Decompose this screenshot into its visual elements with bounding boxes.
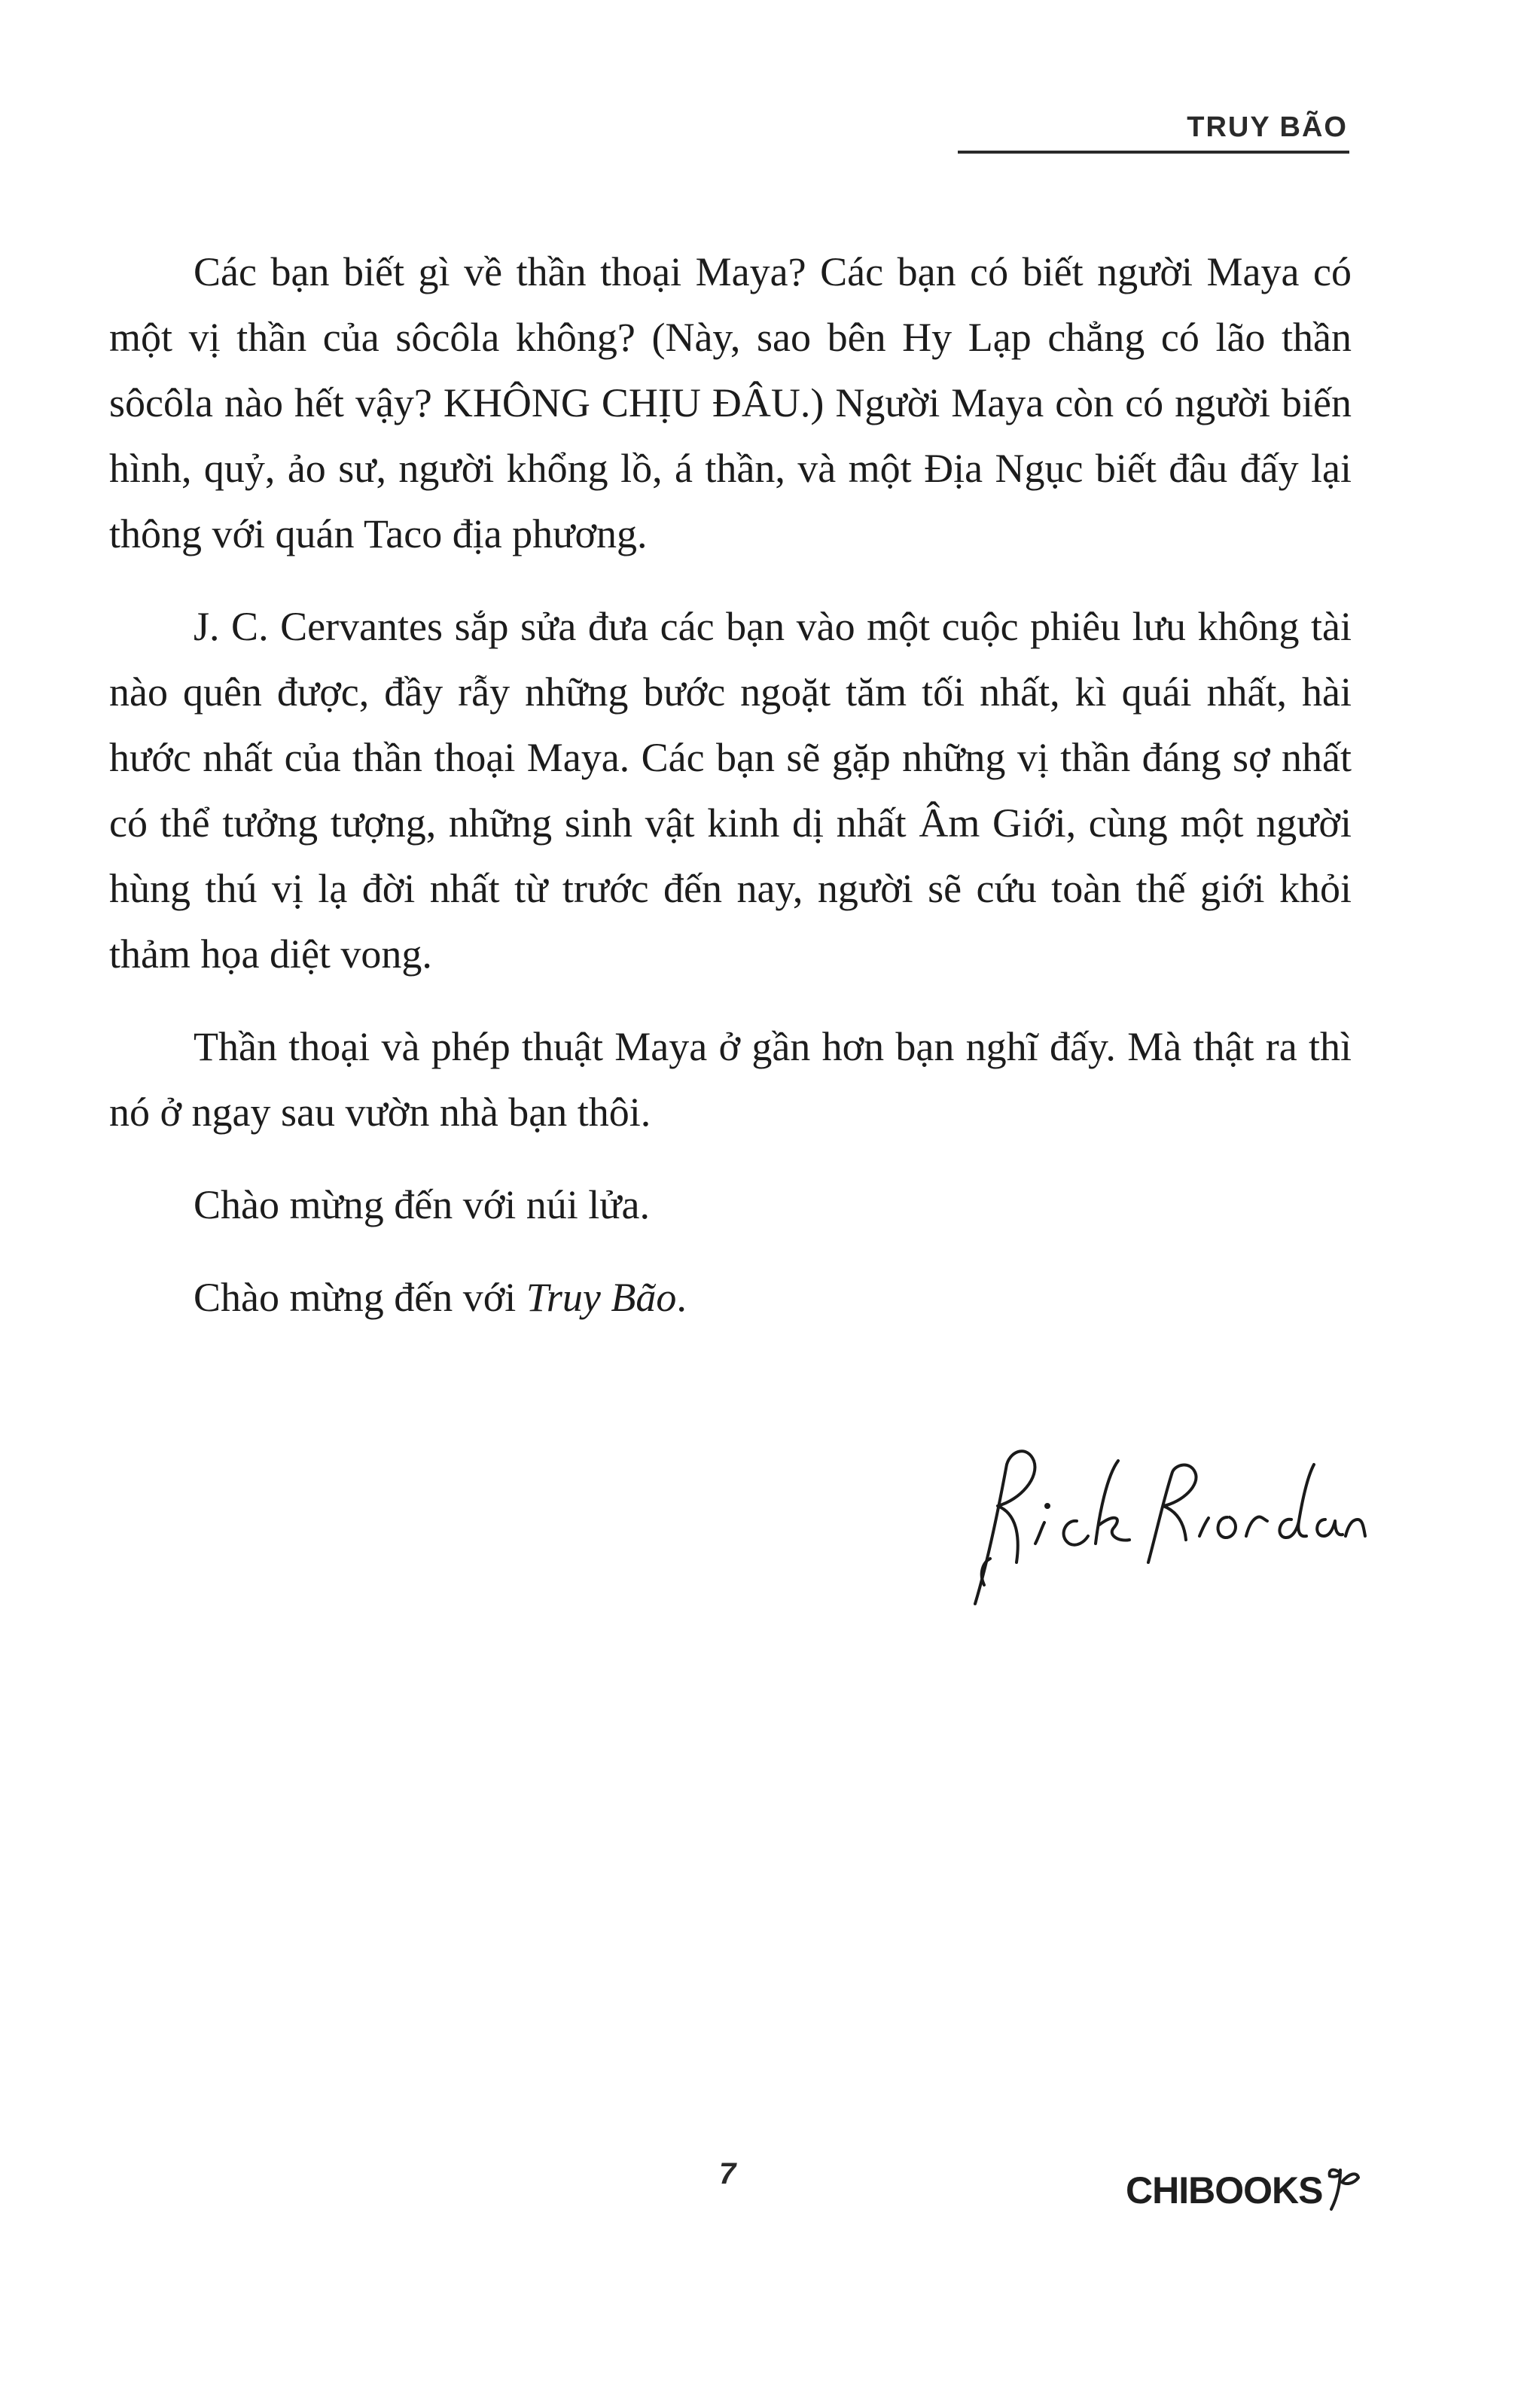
author-signature	[945, 1431, 1367, 1626]
publisher-logo	[1126, 2160, 1361, 2212]
body-text	[109, 239, 1352, 1358]
sprout-icon	[1324, 2160, 1361, 2212]
signature-icon	[945, 1431, 1367, 1626]
closing-suffix: .	[676, 1275, 687, 1320]
closing-book-title: Truy Bão	[526, 1275, 677, 1320]
paragraph-1: Các bạn biết gì về thần thoại Maya? Các bạn có biết người Maya có một vị thần của sôcôla không? (Này, sao bên Hy Lạp chẳng có lão thần sôcôla nào hết vậy? KHÔNG CHỊU ĐÂU.) Người Maya còn có người biến hình, quỷ, ảo sư, người khổng lồ, á thần, và một Địa Ngục biết đâu đấy lại thông với quán Taco địa phương.	[109, 249, 1352, 556]
page-number: 7	[719, 2157, 736, 2190]
paragraph-4: Chào mừng đến với núi lửa.	[194, 1182, 651, 1227]
publisher-name: CHIBOOKS	[1126, 2169, 1323, 2211]
header-rule	[958, 151, 1349, 154]
paragraph-3: Thần thoại và phép thuật Maya ở gần hơn bạn nghĩ đấy. Mà thật ra thì nó ở ngay sau vườn nhà bạn thôi.	[109, 1024, 1352, 1135]
closing-prefix: Chào mừng đến với	[194, 1275, 526, 1320]
paragraph-2: J. C. Cervantes sắp sửa đưa các bạn vào một cuộc phiêu lưu không tài nào quên được, đầy rẫy những bước ngoặt tăm tối nhất, kì quái nhất, hài hước nhất của thần thoại Maya. Các bạn sẽ gặp những vị thần đáng sợ nhất có thể tưởng tượng, những sinh vật kinh dị nhất Âm Giới, cùng một người hùng thú vị lạ đời nhất từ trước đến nay, người sẽ cứu toàn thế giới khỏi thảm họa diệt vong.	[109, 604, 1352, 977]
running-header-title: TRUY BÃO	[1187, 111, 1348, 143]
paragraph-5	[109, 1265, 1352, 1330]
